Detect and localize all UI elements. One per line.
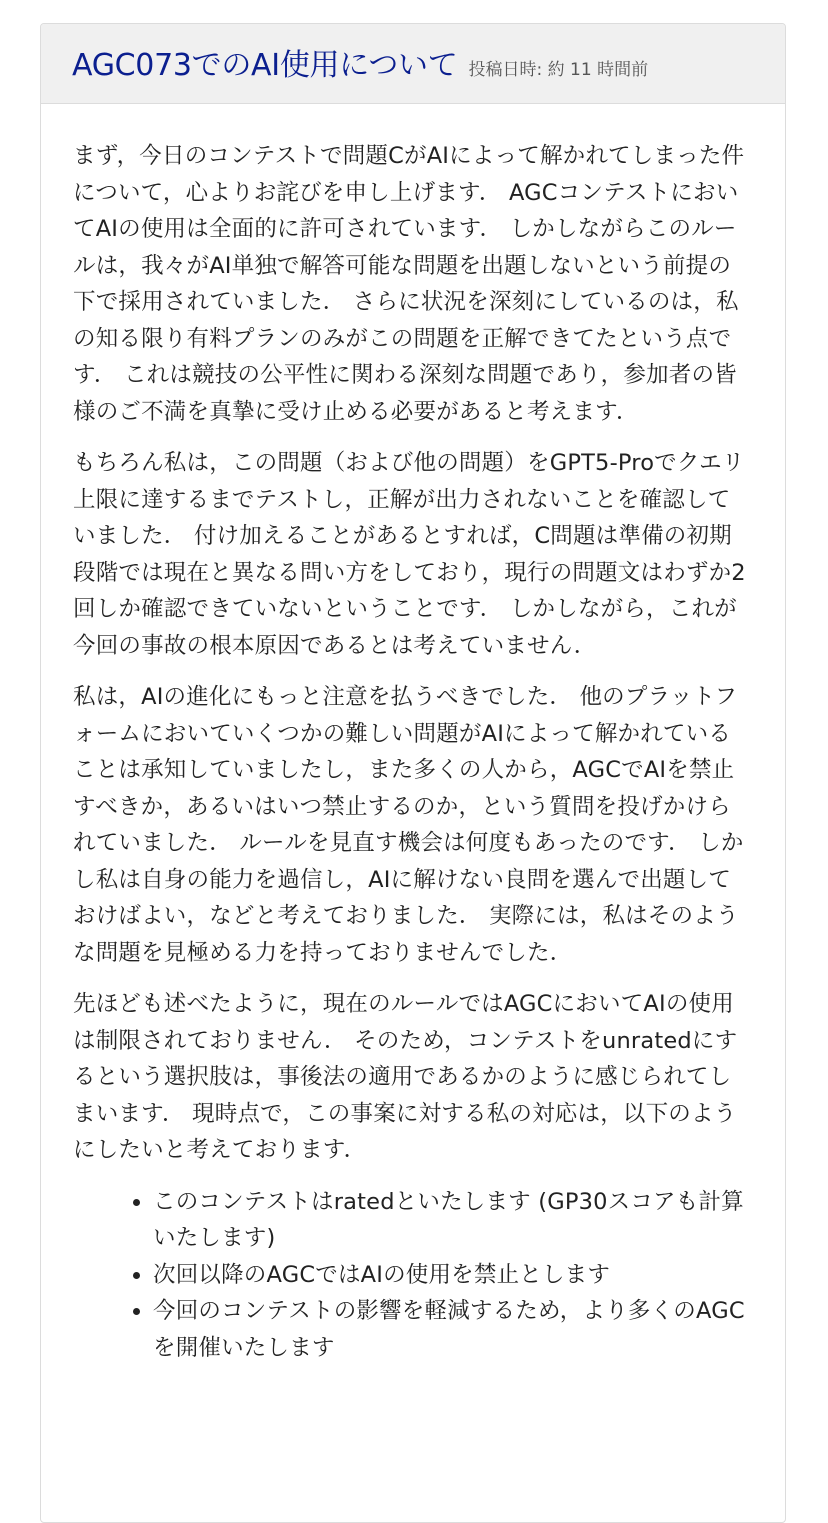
policy-list-item: • 次回以降のAGCではAIの使用を禁止とします <box>153 1257 749 1294</box>
post-heading <box>41 24 785 104</box>
post-panel <box>40 23 786 1523</box>
post-paragraph: まず，今日のコンテストで問題CがAIによって解かれてしまった件について，心よりお詫びを申し上げます． AGCコンテストにおいてAIの使用は全面的に許可されています． しかしながらこのルールは，我々がAI単独で解答可能な問題を出題しないという前提の下で採用されていました． さらに状況を深刻にしているのは，私の知る限り有料プランのみがこの問題を正解できてたという点です． これは競技の公平性に関わる深刻な問題であり，参加者の皆様のご不満を真摯に受け止める必要があると考えます． <box>73 143 745 425</box>
policy-list-item: • このコンテストはratedといたします (GP30スコアも計算いたします) <box>153 1184 749 1257</box>
policy-list <box>73 1184 749 1367</box>
post-paragraph: 私は，AIの進化にもっと注意を払うべきでした． 他のプラットフォームにおいていくつかの難しい問題がAIによって解かれていることは承知していましたし，また多くの人から，AGCでAIを禁止すべきか，あるいはいつ禁止するのか，という質問を投げかけられていました． ルールを見直す機会は何度もあったのです． しかし私は自身の能力を過信し，AIに解けない良問を選んで出題しておけばよい，などと考えておりました． 実際には，私はそのような問題を見極める力を持っておりませんでした． <box>73 684 744 966</box>
post-body <box>41 104 785 1366</box>
policy-list-item: • 今回のコンテストの影響を軽減するため，より多くのAGCを開催いたします <box>153 1293 749 1366</box>
post-paragraph: もちろん私は，この問題（および他の問題）をGPT5-Proでクエリ上限に達するまでテストし，正解が出力されないことを確認していました． 付け加えることがあるとすれば，C問題は準備の初期段階では現在と異なる問い方をしており，現行の問題文はわずか2回しか確認できていないということです． しかしながら，これが今回の事故の根本原因であるとは考えていません． <box>73 450 746 659</box>
post-paragraph: 先ほども述べたように，現在のルールではAGCにおいてAIの使用は制限されておりません． そのため，コンテストをunratedにするという選択肢は，事後法の適用であるかのように感じられてしまいます． 現時点で，この事案に対する私の対応は，以下のようにしたいと考えております． <box>73 991 738 1163</box>
post-title: AGC073でのAI使用について <box>72 48 458 83</box>
post-timestamp: 投稿日時: 約 11 時間前 <box>468 60 649 80</box>
